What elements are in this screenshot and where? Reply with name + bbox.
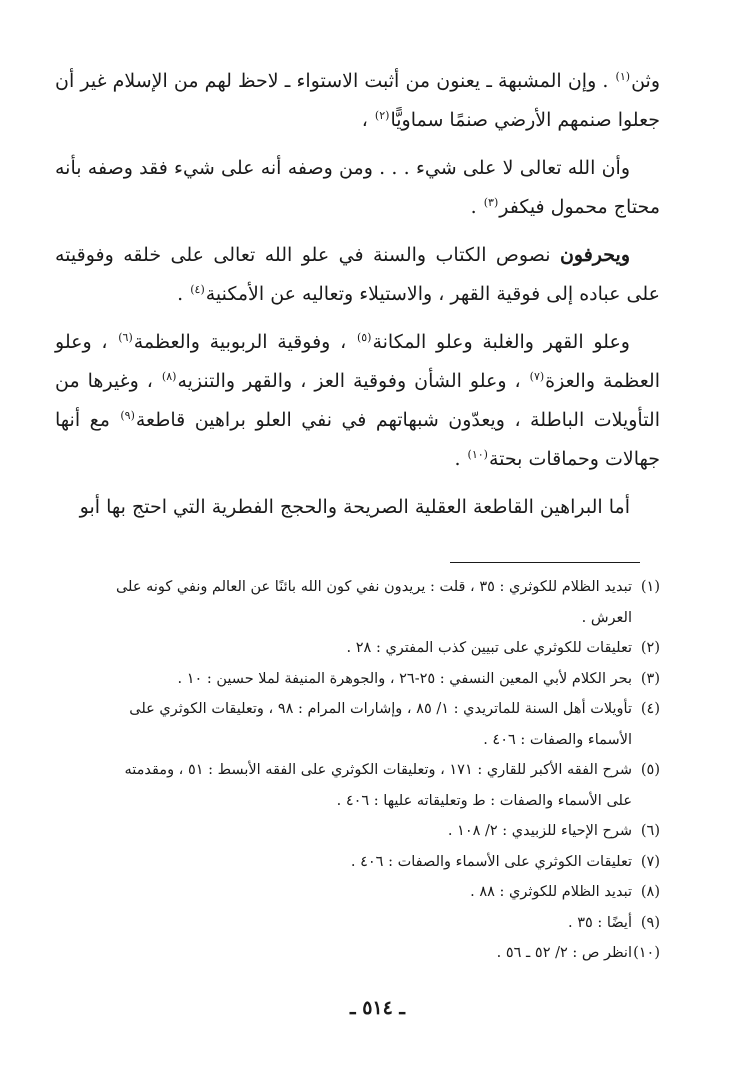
footnote-number: (١٠) (633, 945, 660, 961)
footnote-number: (٣) (640, 670, 660, 687)
footnote-continuation: على الأسماء والصفات : ط وتعليقاته عليها : ٤٠٦ . (336, 792, 632, 809)
footnote-number: (٩) (640, 914, 660, 931)
footnote-item (55, 633, 660, 664)
footnote-number: (٤) (640, 701, 660, 717)
paragraph-4: وعلو القهر والغلبة وعلو المكانة$^{(٥)}$ ، وفوقية الربوبية والعظمة$^{(٦)}$ ، وعلو العظمة والعزة$^{(٧)}$ ، وعلو الشأن وفوقية العز ، والقهر والتنزيه$^{(٨)}$ ، وغيرها من التأويلات الباطلة ، ويعدّون شبهاتهم في نفي العلو براهين قاطعة$^{(٩)}$ مع أنها جهالات وحماقات بحتة$^{(١٠)}$ . (55, 330, 660, 470)
footnote-item (55, 755, 660, 816)
footnote-number: (٧) (640, 853, 660, 870)
footnote-text: بحر الكلام لأبي المعين النسفي : ٢٥-٢٦ ، والجوهرة المنيفة لملا حسين : ١٠ . (177, 670, 632, 687)
page-number: ـ ٥١٤ ـ (350, 997, 405, 1019)
footnote-item (55, 694, 660, 755)
footnote-separator (450, 562, 640, 563)
footnote-ref-2[interactable]: (٢) (374, 108, 390, 122)
paragraph-3: ويحرفون نصوص الكتاب والسنة في علو الله تعالى على خلقه وفوقيته على عباده إلى فوقية القهر ، والاستيلاء وتعاليه عن الأمكنية$^{(٤)}$ . (55, 244, 660, 305)
footnote-item (55, 847, 660, 878)
footnote-item (55, 816, 660, 847)
footnote-number: (٥) (640, 762, 660, 778)
footnote-item (55, 908, 660, 939)
paragraph-1: وثن$^{(١)}$ . وإن المشبهة ـ يعنون من أثبت الاستواء ـ لاحظ لهم من الإسلام غير أن جعلوا صنمهم الأرضي صنمًا سماويًّا$^{(٢)}$ ، (55, 69, 660, 131)
footnote-text: انظر ص : ٢/ ٥٢ ـ ٥٦ . (496, 945, 632, 961)
paragraph-5: أما البراهين القاطعة العقلية الصريحة والحجج الفطرية التي احتج بها أبو (79, 496, 630, 518)
footnote-number: (١) (640, 579, 660, 595)
footnote-ref-5[interactable]: (٥) (356, 330, 372, 344)
footnote-item (55, 664, 660, 695)
footnote-number: (٦) (640, 823, 660, 839)
footnote-number: (٢) (640, 640, 660, 656)
footnote-ref-1[interactable]: (١) (615, 69, 631, 83)
main-text (55, 62, 660, 527)
footnote-ref-3[interactable]: (٣) (483, 195, 499, 209)
footnotes-section (55, 572, 660, 969)
footnote-text: تبديد الظلام للكوثري : ٣٥ ، قلت : يريدون نفي كون الله بائنًا عن العالم ونفي كونه على (115, 579, 632, 595)
footnote-text: شرح الإحياء للزبيدي : ٢/ ١٠٨ . (447, 823, 632, 839)
footnote-ref-9[interactable]: (٩) (120, 408, 135, 422)
footnote-text: تعليقات الكوثري على الأسماء والصفات : ٤٠٦ . (350, 853, 632, 870)
footnote-continuation: العرش . (581, 609, 632, 626)
paragraph-2: وأن الله تعالى لا على شيء . . . ومن وصفه أنه على شيء فقد وصفه بأنه محتاج محمول فيكفر$^{(٣)}$ . (55, 157, 660, 218)
footnote-text: تعليقات للكوثري على تبيين كذب المفتري : ٢٨ . (346, 640, 632, 656)
footnote-ref-10[interactable]: (١٠) (467, 447, 488, 461)
footnote-ref-4[interactable]: (٤) (190, 282, 205, 296)
keyword-yuharrifun: ويحرفون (559, 244, 630, 266)
footnote-continuation: الأسماء والصفات : ٤٠٦ . (483, 731, 632, 748)
footnote-ref-7[interactable]: (٧) (529, 369, 545, 383)
footnote-text: أيضًا : ٣٥ . (568, 914, 632, 931)
footnote-ref-8[interactable]: (٨) (161, 369, 177, 383)
footnote-number: (٨) (640, 884, 660, 900)
footnote-item (55, 877, 660, 908)
footnote-item (55, 572, 660, 633)
footnote-text: شرح الفقه الأكبر للقاري : ١٧١ ، وتعليقات الكوثري على الفقه الأبسط : ٥١ ، ومقدمته (124, 762, 632, 778)
footnote-item (55, 938, 660, 969)
footnote-ref-6[interactable]: (٦) (118, 330, 133, 344)
footnote-text: تبديد الظلام للكوثري : ٨٨ . (470, 884, 632, 900)
footnote-text: تأويلات أهل السنة للماتريدي : ١/ ٨٥ ، وإشارات المرام : ٩٨ ، وتعليقات الكوثري على (129, 701, 632, 717)
